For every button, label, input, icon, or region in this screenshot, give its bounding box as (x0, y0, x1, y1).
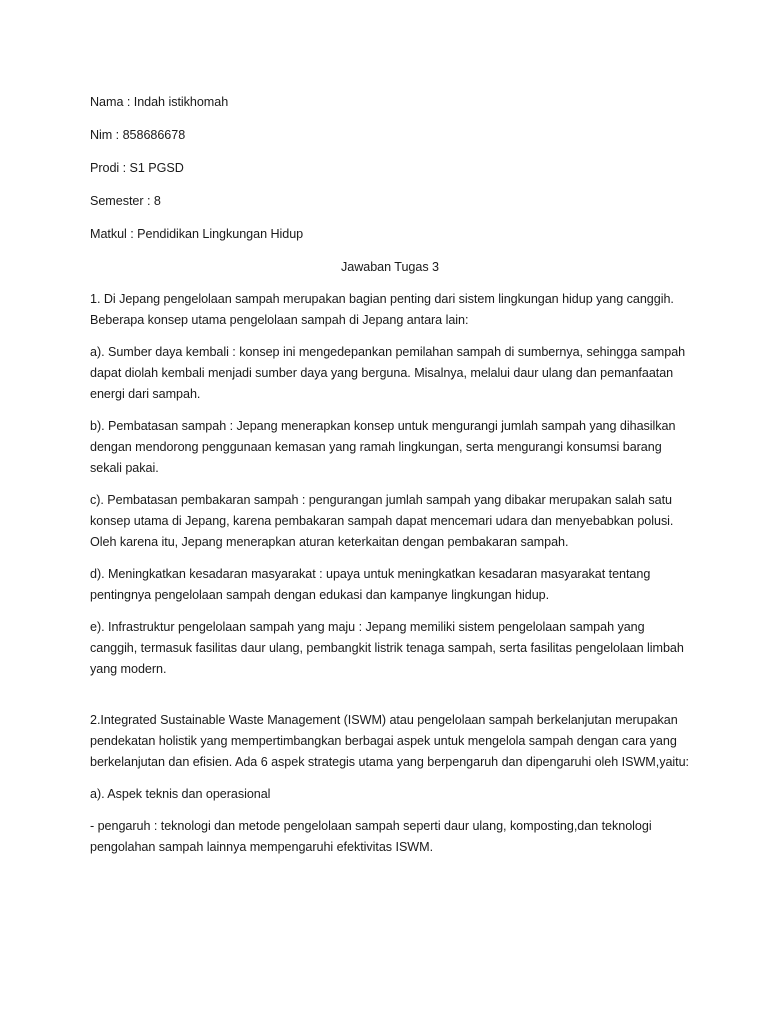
paragraph-question-1: 1. Di Jepang pengelolaan sampah merupakan bagian penting dari sistem lingkungan hidup yang canggih. Beberapa konsep utama pengelolaan sampah di Jepang antara lain: (90, 292, 674, 327)
student-name: Nama : Indah istikhomah (90, 95, 229, 109)
document-content (90, 92, 690, 869)
study-program: Prodi : S1 PGSD (90, 161, 184, 175)
document-title: Jawaban Tugas 3 (341, 260, 439, 274)
paragraph-point-a: a). Sumber daya kembali : konsep ini mengedepankan pemilahan sampah di sumbernya, sehingga sampah dapat diolah kembali menjadi sumber daya yang berguna. Misalnya, melalui daur ulang dan pemanfaatan energi dari sampah. (90, 345, 686, 401)
student-nim: Nim : 858686678 (90, 128, 186, 142)
paragraph-point-d: d). Meningkatkan kesadaran masyarakat : upaya untuk meningkatkan kesadaran masyarakat tentang pentingnya pengelolaan sampah dengan edukasi dan kampanye lingkungan hidup. (90, 567, 651, 602)
paragraph-point-e: e). Infrastruktur pengelolaan sampah yang maju : Jepang memiliki sistem pengelolaan sampah yang canggih, termasuk fasilitas daur ulang, pembangkit listrik tenaga sampah, serta fasilitas pengelolaan limbah yang modern. (90, 620, 684, 676)
course-name: Matkul : Pendidikan Lingkungan Hidup (90, 227, 304, 241)
paragraph-aspect-a-influence: - pengaruh : teknologi dan metode pengelolaan sampah seperti daur ulang, komposting,dan teknologi pengolahan sampah lainnya mempengaruhi efektivitas ISWM. (90, 819, 652, 854)
paragraph-question-2: 2.Integrated Sustainable Waste Management (ISWM) atau pengelolaan sampah berkelanjutan merupakan pendekatan holistik yang mempertimbangkan berbagai aspek untuk mengelola sampah dengan cara yang berkelanjutan dan efisien. Ada 6 aspek strategis utama yang berpengaruh dan dipengaruhi oleh ISWM,yaitu: (90, 713, 689, 769)
paragraph-point-c: c). Pembatasan pembakaran sampah : pengurangan jumlah sampah yang dibakar merupakan salah satu konsep utama di Jepang, karena pembakaran sampah dapat mencemari udara dan menyebabkan polusi. Oleh karena itu, Jepang menerapkan aturan keterkaitan dengan pembakaran sampah. (90, 493, 674, 549)
semester: Semester : 8 (90, 194, 161, 208)
paragraph-aspect-a: a). Aspek teknis dan operasional (90, 787, 271, 801)
paragraph-point-b: b). Pembatasan sampah : Jepang menerapkan konsep untuk mengurangi jumlah sampah yang dihasilkan dengan mendorong penggunaan kemasan yang ramah lingkungan, serta mengurangi konsumsi barang sekali pakai. (90, 419, 676, 475)
